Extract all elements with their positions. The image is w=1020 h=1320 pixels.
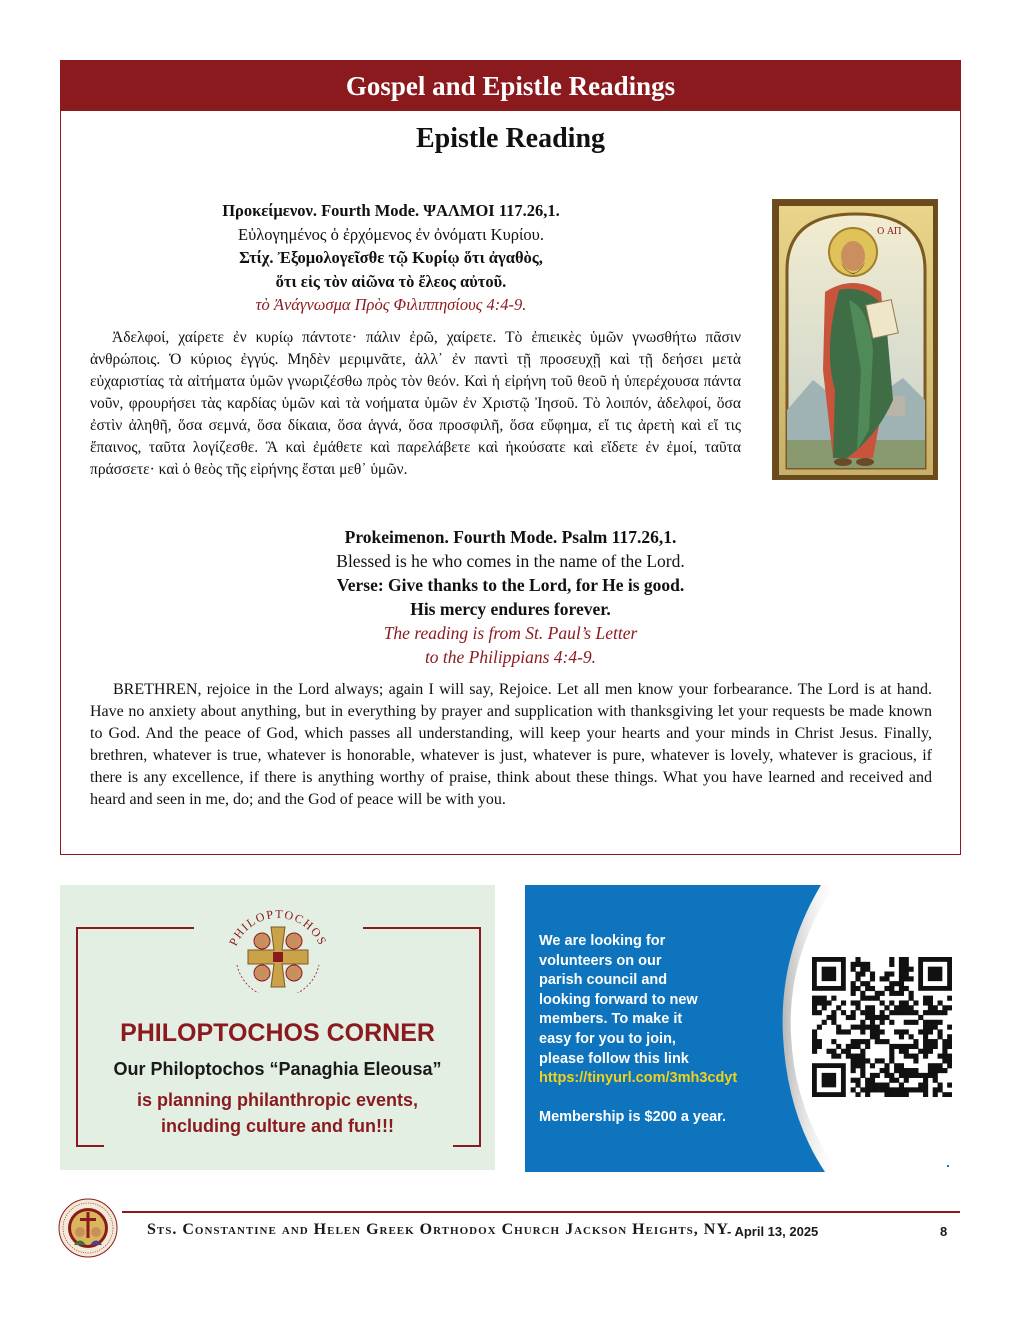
footer-divider	[122, 1211, 960, 1213]
volunteer-line: We are looking for	[539, 933, 666, 949]
greek-head-line: Εὐλογημένος ὁ ἐρχόμενος ἐν ὀνόματι Κυρίου.	[238, 224, 544, 244]
volunteer-line: members. To make it	[539, 1011, 683, 1028]
qr-code-icon[interactable]	[812, 957, 952, 1097]
volunteer-line: easy for you to join,	[539, 1030, 676, 1047]
volunteer-panel	[525, 885, 960, 1172]
philoptochos-title: PHILOPTOCHOS CORNER	[120, 1019, 435, 1047]
english-epistle-text: BRETHREN, rejoice in the Lord always; again I will say, Rejoice. Let all men know your forbearance. The Lord is at hand. Have no anxiety about anything, but in everything by prayer and supplication with thanksgiving let your requests be made known to God. And the peace of God, which passes all understanding, will keep your hearts and your minds in Christ Jesus. Finally, brethren, whatever is true, whatever is honorable, whatever is just, whatever is pure, whatever is lovely, whatever is gracious, if there is any excellence, if there is anything worthy of praise, think about these things. What you have learned and received and heard and seen in me, do; and the God of peace will be with you.	[90, 681, 932, 808]
english-head-line: Verse: Give thanks to the Lord, for He is good.	[336, 575, 685, 595]
section-banner: Gospel and Epistle Readings	[61, 61, 960, 111]
philoptochos-line: Our Philoptochos “Panaghia Eleousa”	[113, 1059, 442, 1079]
english-head-line: Prokeimenon. Fourth Mode. Psalm 117.26,1.	[344, 527, 677, 547]
epistle-title: Epistle Reading	[415, 123, 606, 154]
philoptochos-cross-logo	[215, 893, 341, 993]
greek-head-line: ὅτι εἰς τὸν αἰῶνα τὸ ἔλεος αὐτοῦ.	[275, 271, 507, 291]
page-number: 8	[940, 1224, 948, 1239]
footer-date: - April 13, 2025	[727, 1224, 819, 1239]
volunteer-line: please follow this link	[539, 1050, 689, 1067]
philoptochos-line: including culture and fun!!!	[161, 1116, 394, 1136]
greek-prokeimenon	[61, 199, 721, 317]
greek-epistle-text: Ἀδελφοί, χαίρετε ἐν κυρίῳ πάντοτε· πάλιν ἐρῶ, χαίρετε. Τὸ ἐπιεικὲς ὑμῶν γνωσθήτω πᾶσιν ἀνθρώποις. Ὁ κύριος ἐγγύς. Μηδὲν μεριμνᾶτε, ἀλλ᾽ ἐν παντὶ τῇ προσευχῇ καὶ τῇ δεήσει μετὰ εὐχαριστίας τὰ αἰτήματα ὑμῶν γνωριζέσθω πρὸς τὸν θεόν. Καὶ ἡ εἰρήνη τοῦ θεοῦ ἡ ὑπερέχουσα πάντα νοῦν, φρουρήσει τὰς καρδίας ὑμῶν καὶ τὰ νοήματα ὑμῶν ἐν Χριστῷ Ἰησοῦ. Τὸ λοιπόν, ἀδελφοί, ὅσα ἐστὶν ἀληθῆ, ὅσα σεμνά, ὅσα δίκαια, ὅσα ἁγνά, ὅσα προσφιλῆ, ὅσα εὔφημα, εἴ τις ἀρετὴ καὶ εἴ τις ἔπαινος, ταῦτα λογίζεσθε. Ἃ καὶ ἐμάθετε καὶ παρελάβετε καὶ ἠκούσατε καὶ εἴδετε ἐν ἐμοί, ταῦτα πράσσετε· καὶ ὁ θεὸς τῆς εἰρήνης ἔσται μεθ᾽ ὑμῶν.	[90, 329, 741, 478]
greek-head-line: Προκείμενον. Fourth Mode. ΨΑΛΜΟΙ 117.26,1.	[222, 201, 560, 220]
volunteer-link[interactable]: https://tinyurl.com/3mh3cdyt	[539, 1070, 738, 1087]
church-seal-icon	[58, 1198, 118, 1258]
philoptochos-panel	[60, 885, 495, 1170]
volunteer-line: parish council and	[539, 972, 668, 989]
saint-paul-icon	[772, 199, 938, 480]
english-prokeimenon	[61, 525, 960, 669]
footer-church-name: Sts. Constantine and Helen Greek Orthodox Church Jackson Heights, NY	[147, 1221, 729, 1238]
membership-fee: Membership is $200 a year.	[539, 1109, 726, 1126]
english-reading-citation: The reading is from St. Paul’s Letter	[383, 623, 638, 643]
english-reading-citation: to the Philippians 4:4-9.	[424, 647, 597, 667]
philoptochos-line: is planning philanthropic events,	[136, 1090, 419, 1110]
english-head-line: Blessed is he who comes in the name of the Lord.	[336, 551, 685, 571]
greek-head-line: Στίχ. Ἐξομολογεῖσθε τῷ Κυρίῳ ὅτι ἀγαθὸς,	[239, 248, 543, 267]
greek-reading-citation: τὸ Ἀνάγνωσμα Πρὸς Φιλιππησίους 4:4-9.	[255, 295, 527, 314]
english-head-line: His mercy endures forever.	[410, 599, 611, 619]
readings-box	[60, 60, 961, 855]
volunteer-message	[539, 932, 789, 1128]
svg-text:Ο ΑΠ: Ο ΑΠ	[877, 227, 902, 237]
volunteer-line: looking forward to new	[539, 991, 698, 1008]
philoptochos-line	[60, 1087, 495, 1139]
volunteer-line: volunteers on our	[539, 952, 662, 969]
philoptochos-logo-text: PHILOPTOCHOS	[226, 906, 330, 949]
